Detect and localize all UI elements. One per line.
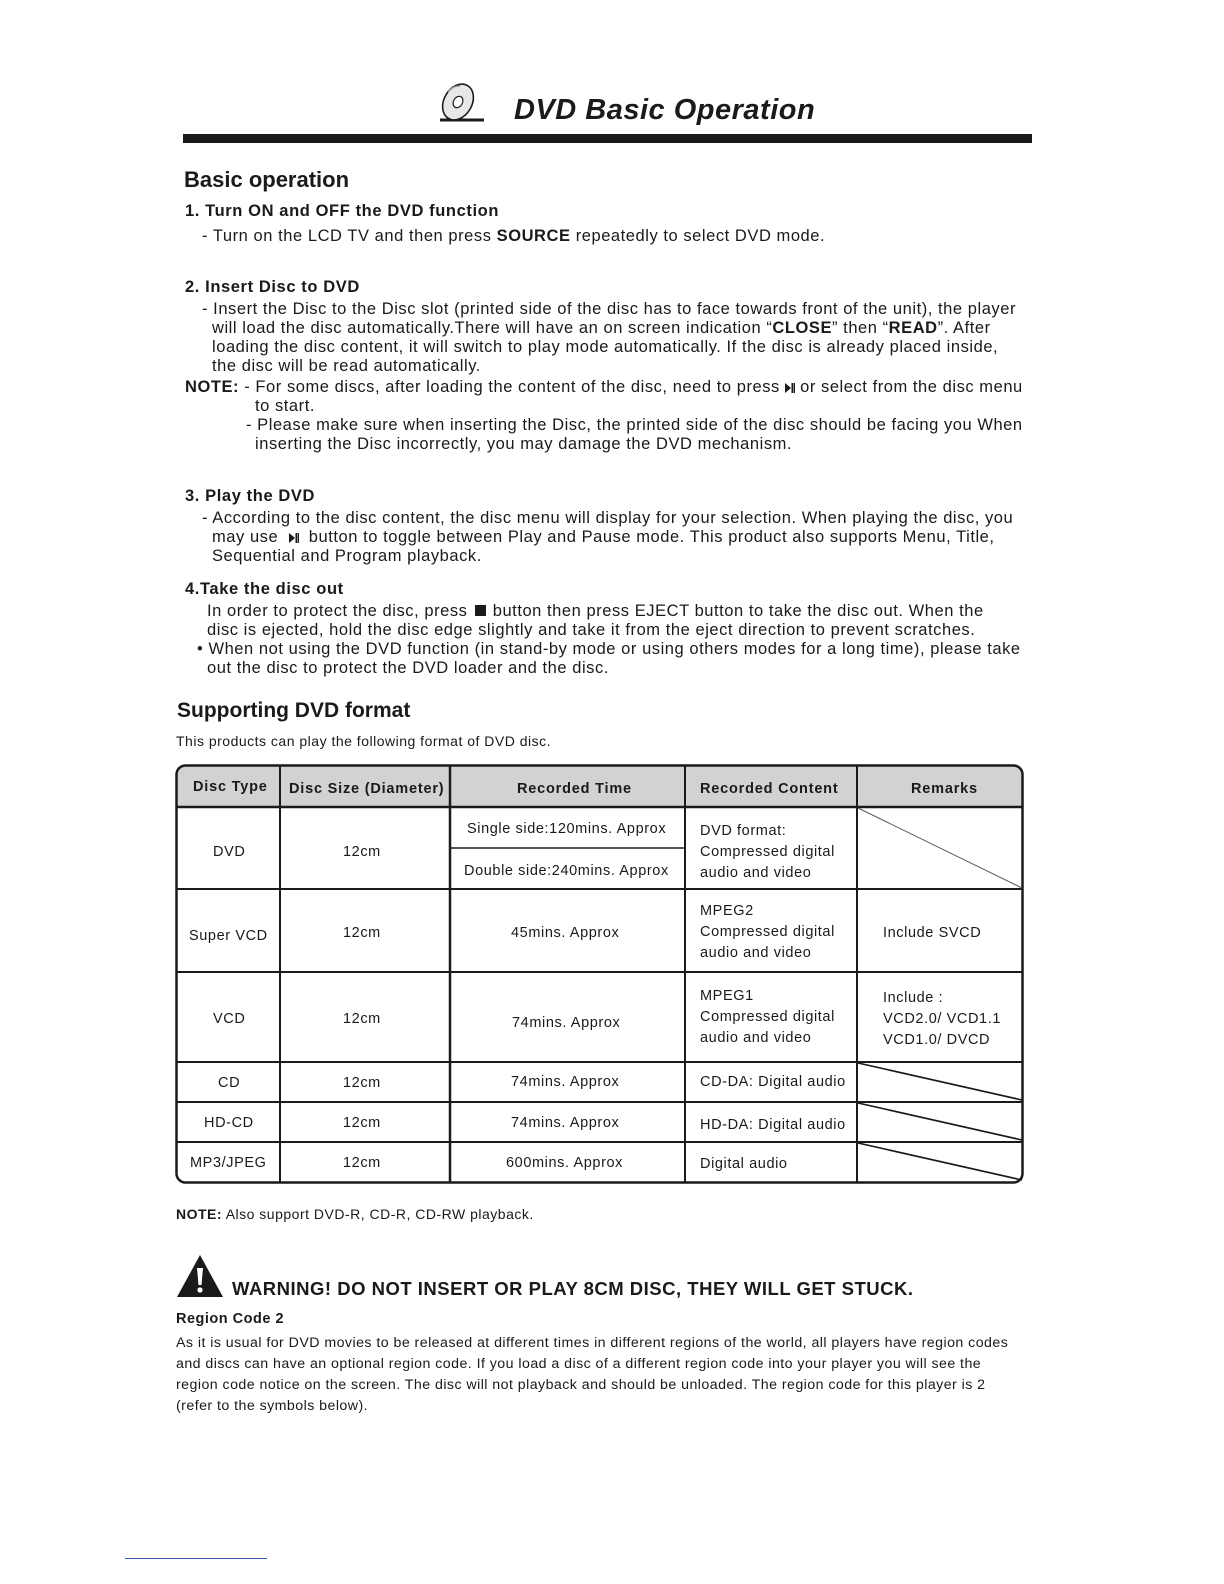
table-cell: Single side:120mins. Approx xyxy=(467,821,667,837)
item-2-line-2-mid: ” then “ xyxy=(832,319,889,337)
empty-remarks-diagonal xyxy=(858,1103,1022,1140)
item-4-line-3: • When not using the DVD function (in stand-by mode or using others modes for a long time), please take xyxy=(197,640,1021,658)
item-3-line-2-post: button to toggle between Play and Pause mode. This product also supports Menu, Title, xyxy=(308,528,995,546)
table-cell: VCD2.0/ VCD1.1 xyxy=(883,1011,1001,1027)
item-1-text xyxy=(202,227,825,246)
table-cell: 12cm xyxy=(343,1075,381,1091)
table-cell: 12cm xyxy=(343,844,381,860)
item-2-note-line-2: to start. xyxy=(255,397,315,415)
item-2-note-line-1 xyxy=(185,378,1023,397)
region-line-4: (refer to the symbols below). xyxy=(176,1398,369,1414)
table-cell: Include : xyxy=(883,990,944,1006)
col-header-disc-size: Disc Size (Diameter) xyxy=(289,781,445,797)
table-cell: Include SVCD xyxy=(883,925,982,941)
item-4-line-1-pre: In order to protect the disc, press xyxy=(207,602,468,620)
item-1-text-post: repeatedly to select DVD mode. xyxy=(570,227,826,245)
play-pause-icon xyxy=(785,383,795,393)
close-indicator: CLOSE xyxy=(772,319,832,337)
format-note-text: Also support DVD-R, CD-R, CD-RW playback. xyxy=(225,1206,534,1222)
format-note-label: NOTE: xyxy=(176,1206,223,1222)
table-cell: 74mins. Approx xyxy=(511,1115,620,1131)
item-1-text-pre: - Turn on the LCD TV and then press xyxy=(202,227,497,245)
item-1-title: 1. Turn ON and OFF the DVD function xyxy=(185,202,500,220)
table-cell: HD-CD xyxy=(204,1115,254,1131)
section-supporting-format: Supporting DVD format xyxy=(177,699,411,722)
item-2-line-2-post: ”. After xyxy=(937,319,991,337)
item-3-line-3: Sequential and Program playback. xyxy=(212,547,482,565)
table-cell: 12cm xyxy=(343,1011,381,1027)
table-cell: 12cm xyxy=(343,1155,381,1171)
item-2-note-line-4: inserting the Disc incorrectly, you may damage the DVD mechanism. xyxy=(255,435,793,453)
empty-remarks-diagonal xyxy=(858,1063,1022,1100)
item-4-line-1 xyxy=(207,602,984,621)
table-cell: 12cm xyxy=(343,1115,381,1131)
table-cell: MPEG1 xyxy=(700,988,754,1004)
table-cell: 12cm xyxy=(343,925,381,941)
table-cell: Digital audio xyxy=(700,1156,788,1172)
item-2-note-line-3: - Please make sure when inserting the Disc, the printed side of the disc should be facing you When xyxy=(246,416,1023,434)
table-cell: audio and video xyxy=(700,1030,812,1046)
table-cell: HD-DA: Digital audio xyxy=(700,1117,846,1133)
table-cell: 74mins. Approx xyxy=(511,1074,620,1090)
section-basic-operation: Basic operation xyxy=(184,167,350,192)
item-2-line-1: - Insert the Disc to the Disc slot (printed side of the disc has to face towards front of the unit), the player xyxy=(202,300,1016,318)
table-cell: Double side:240mins. Approx xyxy=(464,863,669,879)
item-4-title: 4.Take the disc out xyxy=(185,580,344,598)
table-cell: Compressed digital xyxy=(700,844,835,860)
table-cell: MP3/JPEG xyxy=(190,1155,267,1171)
item-4-line-4: out the disc to protect the DVD loader and the disc. xyxy=(207,659,609,677)
col-header-remarks: Remarks xyxy=(911,781,978,797)
play-pause-icon xyxy=(289,533,299,543)
table-cell: audio and video xyxy=(700,865,812,881)
empty-remarks-diagonal xyxy=(858,1143,1022,1180)
region-line-3: region code notice on the screen. The disc will not playback and should be unloaded. The region code for this player is 2 xyxy=(176,1377,986,1393)
table-cell: 74mins. Approx xyxy=(512,1015,621,1031)
region-line-1: As it is usual for DVD movies to be released at different times in different regions of the world, all players have region codes xyxy=(176,1335,1009,1351)
item-3-line-1: - According to the disc content, the disc menu will display for your selection. When playing the disc, you xyxy=(202,509,1014,527)
table-cell: Super VCD xyxy=(189,928,268,944)
table-cell: DVD format: xyxy=(700,823,787,839)
item-2-line-4: the disc will be read automatically. xyxy=(212,357,481,375)
read-indicator: READ xyxy=(888,319,938,337)
table-cell: VCD1.0/ DVCD xyxy=(883,1032,991,1048)
table-cell: CD xyxy=(218,1075,241,1091)
header-rule xyxy=(183,134,1032,143)
table-cell: Compressed digital xyxy=(700,924,835,940)
item-2-title: 2. Insert Disc to DVD xyxy=(185,278,360,296)
table-cell: VCD xyxy=(213,1011,246,1027)
format-table xyxy=(175,764,1024,1184)
table-cell: 45mins. Approx xyxy=(511,925,620,941)
col-header-disc-type: Disc Type xyxy=(193,779,268,795)
item-3-line-2 xyxy=(212,528,995,547)
region-line-2: and discs can have an optional region code. If you load a disc of a different region code into your player you will see the xyxy=(176,1356,982,1372)
warning-text: WARNING! DO NOT INSERT OR PLAY 8CM DISC, THEY WILL GET STUCK. xyxy=(232,1278,914,1299)
table-cell: 600mins. Approx xyxy=(506,1155,624,1171)
item-3-title: 3. Play the DVD xyxy=(185,487,316,505)
item-4-line-2: disc is ejected, hold the disc edge slightly and take it from the eject direction to prevent scratches. xyxy=(207,621,976,639)
region-heading: Region Code 2 xyxy=(176,1311,285,1327)
table-cell: Compressed digital xyxy=(700,1009,835,1025)
source-key: SOURCE xyxy=(496,227,571,245)
stop-icon xyxy=(475,605,486,616)
item-4-line-1-post: button then press EJECT button to take the disc out. When the xyxy=(492,602,984,620)
note-line-1-pre: - For some discs, after loading the content of the disc, need to press xyxy=(244,378,780,396)
item-2-line-3: loading the disc content, it will switch to play mode automatically. If the disc is already placed inside, xyxy=(212,338,999,356)
empty-remarks-diagonal xyxy=(858,808,1022,888)
item-2-line-2-pre: will load the disc automatically.There will have an on screen indication “ xyxy=(212,319,773,337)
item-2-line-2 xyxy=(212,319,991,338)
format-note xyxy=(176,1206,534,1222)
format-intro: This products can play the following format of DVD disc. xyxy=(176,733,552,749)
col-header-recorded-content: Recorded Content xyxy=(700,781,839,797)
note-label: NOTE: xyxy=(185,378,240,396)
col-header-recorded-time: Recorded Time xyxy=(517,781,632,797)
disc-icon xyxy=(436,80,488,126)
table-cell: MPEG2 xyxy=(700,903,754,919)
footer-link-underline xyxy=(125,1558,267,1559)
table-cell: DVD xyxy=(213,844,246,860)
note-line-1-post: or select from the disc menu xyxy=(800,378,1023,396)
page-title: DVD Basic Operation xyxy=(514,94,816,126)
table-cell: CD-DA: Digital audio xyxy=(700,1074,846,1090)
table-cell: audio and video xyxy=(700,945,812,961)
warning-triangle-icon xyxy=(176,1254,224,1298)
item-3-line-2-pre: may use xyxy=(212,528,279,546)
